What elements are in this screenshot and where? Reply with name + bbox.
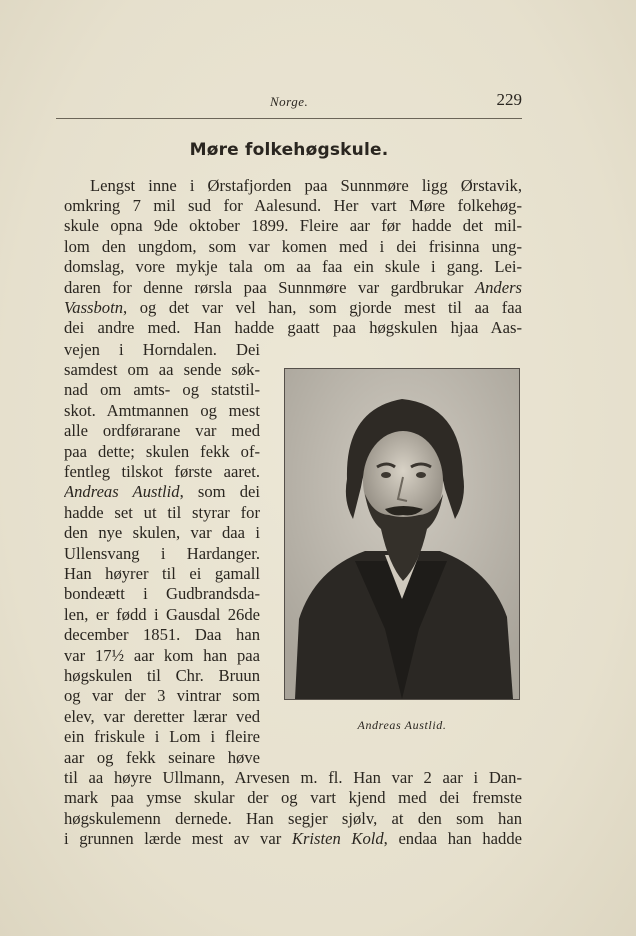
- text-line: , og det var vel han, som gjorde mest til aa faa: [123, 298, 522, 317]
- text-line: høgskulemenn dernede. Han segjer sjølv, at den som han: [64, 809, 522, 828]
- text-line: nad om amts- og statstil-: [64, 380, 260, 399]
- text-line: december 1851. Daa han: [64, 625, 260, 644]
- text-line: elev, var deretter lærar ved: [64, 707, 260, 726]
- text-line: aar og fekk seinare høve: [64, 748, 260, 767]
- person-name: Anders: [474, 278, 522, 297]
- text-line: fentleg tilskot første aaret.: [64, 462, 260, 481]
- text-line: bondeætt i Gudbrandsda-: [64, 584, 260, 603]
- text-line: skot. Amtmannen og mest: [64, 401, 260, 420]
- section-heading: Møre folkehøgskule.: [189, 140, 389, 160]
- text-line: til aa høyre Ullmann, Arvesen m. fl. Han var 2 aar i Dan-: [64, 768, 522, 787]
- text-line: domslag, vore mykje tala om aa faa ein skule i gang. Lei-: [64, 257, 522, 276]
- text-line-with-name: [64, 829, 522, 849]
- text-line-with-name: [64, 298, 522, 318]
- text-line: , som dei: [179, 482, 260, 501]
- text-line: vejen i Horndalen. Dei: [64, 340, 260, 359]
- running-title: Norge.: [270, 94, 309, 109]
- text-line: skule opna 9de oktober 1899. Fleire aar før hadde det mil-: [64, 216, 522, 235]
- text-line: lom den ungdom, som var komen med i dei frisinna ung-: [64, 237, 522, 256]
- text-line: hadde set ut til styrar for: [64, 503, 260, 522]
- text-line: Ullensvang i Hardanger.: [64, 544, 260, 563]
- text-line: den nye skulen, var daa i: [64, 523, 260, 542]
- text-line: Lengst inne i Ørstafjorden paa Sunnmøre ligg Ørstavik,: [90, 176, 522, 195]
- text-line: paa dette; skulen fekk of-: [64, 442, 260, 461]
- text-line: daren for denne rørsla paa Sunnmøre var gardbrukar: [64, 278, 464, 297]
- text-line: mark paa ymse skular der og vart kjend med dei fremste: [64, 788, 522, 807]
- text-line: var 17½ aar kom han paa: [64, 646, 260, 665]
- text-line: samdest om aa sende søk-: [64, 360, 260, 379]
- text-line: alle ordførarane var med: [64, 421, 260, 440]
- text-line: omkring 7 mil sud for Aalesund. Her vart Møre folkehøg-: [64, 196, 522, 215]
- portrait-photo: [284, 368, 520, 700]
- person-name: Andreas Austlid: [64, 482, 180, 501]
- page-number: 229: [496, 90, 522, 109]
- text-line: i grunnen lærde mest av var: [64, 829, 282, 848]
- person-name: Kristen Kold: [291, 829, 384, 848]
- text-line: ein friskule i Lom i fleire: [64, 727, 260, 746]
- text-line: og var der 3 vintrar som: [64, 686, 260, 705]
- text-line: høgskulen til Chr. Bruun: [64, 666, 260, 685]
- person-name: Vassbotn: [64, 298, 124, 317]
- photo-caption: Andreas Austlid.: [357, 718, 447, 732]
- text-line-with-name: [64, 482, 260, 502]
- text-line: , endaa han hadde: [383, 829, 522, 848]
- text-line-with-name: [64, 278, 522, 298]
- text-line: Han høyrer til ei gamall: [64, 564, 260, 583]
- text-line: len, er fødd i Gausdal 26de: [64, 605, 260, 624]
- portrait-illustration: [285, 369, 519, 699]
- text-line: dei andre med. Han hadde gaatt paa høgskulen hjaa Aas-: [64, 318, 522, 337]
- running-header: [56, 90, 522, 119]
